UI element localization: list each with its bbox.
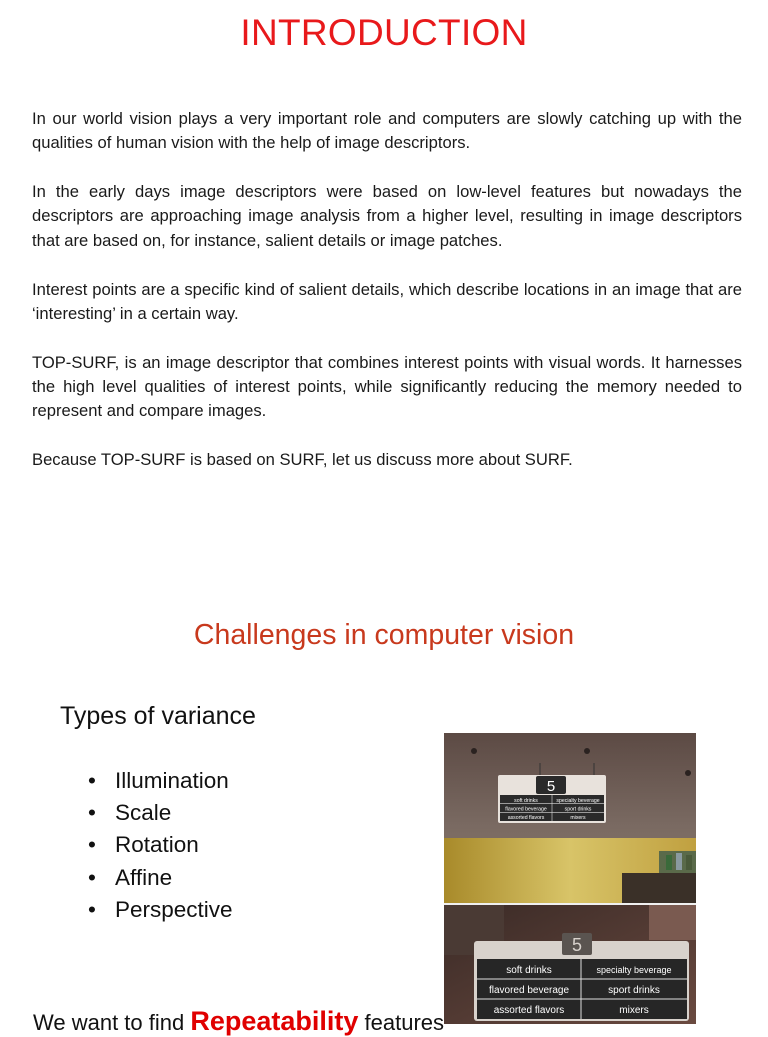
bullet-icon: • [88,832,96,858]
page-title: INTRODUCTION [240,12,528,53]
bullet-icon: • [88,800,96,826]
paragraph: In our world vision plays a very important role and computers are slowly catching up with the qualities of human vision with the help of image descriptors. [32,109,742,153]
store-sign-photo [444,733,696,1024]
sign-label: soft drinks [506,965,552,976]
paragraph: In the early days image descriptors were based on low-level features but nowadays the descriptors are approaching image analysis from a higher level, resulting in image descriptors that are based on, for instance, salient details or image patches. [32,182,742,250]
list-item-label: Illumination [115,768,229,793]
paragraph: TOP-SURF, is an image descriptor that combines interest points with visual words. It harnesses the high level qualities of interest points, while significantly reducing the memory needed to represent and compare images. [32,352,742,421]
bullet-icon: • [88,768,96,793]
introduction-body [32,107,742,497]
sign-label: specialty beverage [596,965,672,975]
bullet-icon: • [88,896,96,922]
sign-label: mixers [619,1005,649,1016]
shelf [622,873,696,903]
bullet-icon: • [88,864,96,890]
sign-label: sport drinks [564,806,592,813]
sign-label: soft drinks [514,798,538,804]
variance-heading: Types of variance [60,702,256,730]
repeatability-statement [33,1006,444,1037]
store-sign-illustration [444,733,696,1024]
sign-label: sport drinks [608,985,660,996]
list-item [88,797,233,829]
sign-label: specialty beverage [556,798,600,804]
list-item [88,765,233,797]
sign-label: flavored beverage [505,806,547,813]
repeatability-highlight: Repeatability [190,1006,359,1036]
list-item [88,862,233,894]
paragraph: Because TOP-SURF is based on SURF, let us discuss more about SURF. [32,450,573,470]
statement-text: We want to find [33,1010,191,1035]
list-item-label: Affine [115,864,173,890]
list-item [88,894,233,926]
list-item-label: Rotation [115,832,199,858]
section-title: Challenges in computer vision [193,619,575,651]
sign-label: mixers [570,815,586,821]
paragraph: Interest points are a specific kind of salient details, which describe locations in an image that are ‘interesting’ in a certain way. [32,279,742,323]
aisle-number: 5 [571,935,583,955]
list-item [88,829,233,861]
sign-label: assorted flavors [507,815,545,821]
variance-list [88,765,233,926]
sign-label: flavored beverage [488,985,570,996]
list-item-label: Perspective [115,896,233,922]
statement-text: features [358,1010,445,1035]
list-item-label: Scale [115,800,172,826]
aisle-number: 5 [546,778,556,795]
sign-label: assorted flavors [493,1005,565,1016]
